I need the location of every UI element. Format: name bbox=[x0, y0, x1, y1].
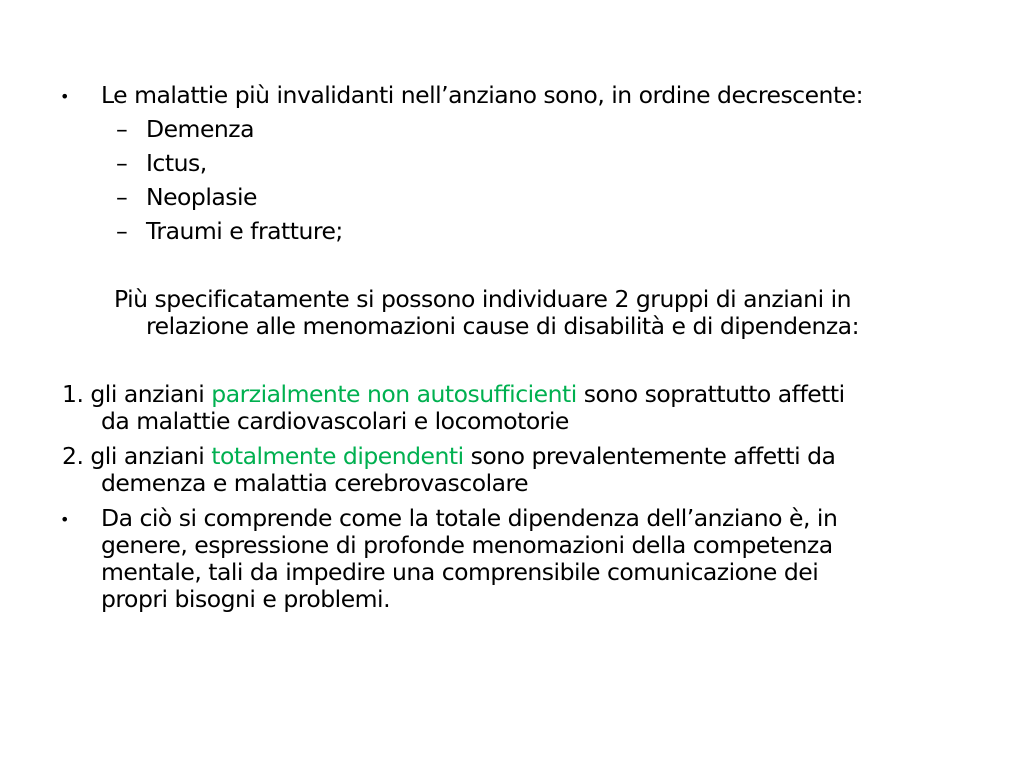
disease-item: Neoplasie bbox=[146, 183, 257, 211]
conclusion-line: Da ciò si comprende come la totale dipendenza dell’anziano è, in bbox=[101, 504, 838, 532]
group-2-line2: demenza e malattia cerebrovascolare bbox=[101, 469, 529, 497]
group-1-prefix: 1. gli anziani bbox=[62, 380, 212, 408]
disease-item: Traumi e fratture; bbox=[146, 217, 343, 245]
disease-item: Ictus, bbox=[146, 149, 207, 177]
group-2-line1 bbox=[62, 443, 835, 470]
dash-4: – bbox=[116, 217, 128, 245]
specific-paragraph-line1: Più specificatamente si possono individuare 2 gruppi di anziani in bbox=[114, 285, 851, 313]
group-1-line2: da malattie cardiovascolari e locomotorie bbox=[101, 407, 569, 435]
bullet-1-marker: • bbox=[60, 87, 69, 106]
group-2-prefix: 2. gli anziani bbox=[62, 442, 212, 470]
disease-item: Demenza bbox=[146, 115, 255, 143]
group-1-suffix: sono soprattutto affetti bbox=[576, 380, 845, 408]
dash-2: – bbox=[116, 149, 128, 177]
group-2-highlight: totalmente dipendenti bbox=[211, 442, 464, 470]
group-2-suffix: sono prevalentemente affetti da bbox=[463, 442, 836, 470]
group-1-line1 bbox=[62, 381, 845, 408]
specific-paragraph-line2: relazione alle menomazioni cause di disabilità e di dipendenza: bbox=[146, 312, 859, 340]
conclusion-line: propri bisogni e problemi. bbox=[101, 585, 391, 613]
intro-text: Le malattie più invalidanti nell’anziano sono, in ordine decrescente: bbox=[101, 81, 864, 109]
dash-1: – bbox=[116, 115, 128, 143]
bullet-2-marker: • bbox=[60, 510, 69, 529]
conclusion-line: genere, espressione di profonde menomazioni della competenza bbox=[101, 531, 833, 559]
conclusion-line: mentale, tali da impedire una comprensibile comunicazione dei bbox=[101, 558, 819, 586]
dash-3: – bbox=[116, 183, 128, 211]
group-1-highlight: parzialmente non autosufficienti bbox=[211, 380, 577, 408]
